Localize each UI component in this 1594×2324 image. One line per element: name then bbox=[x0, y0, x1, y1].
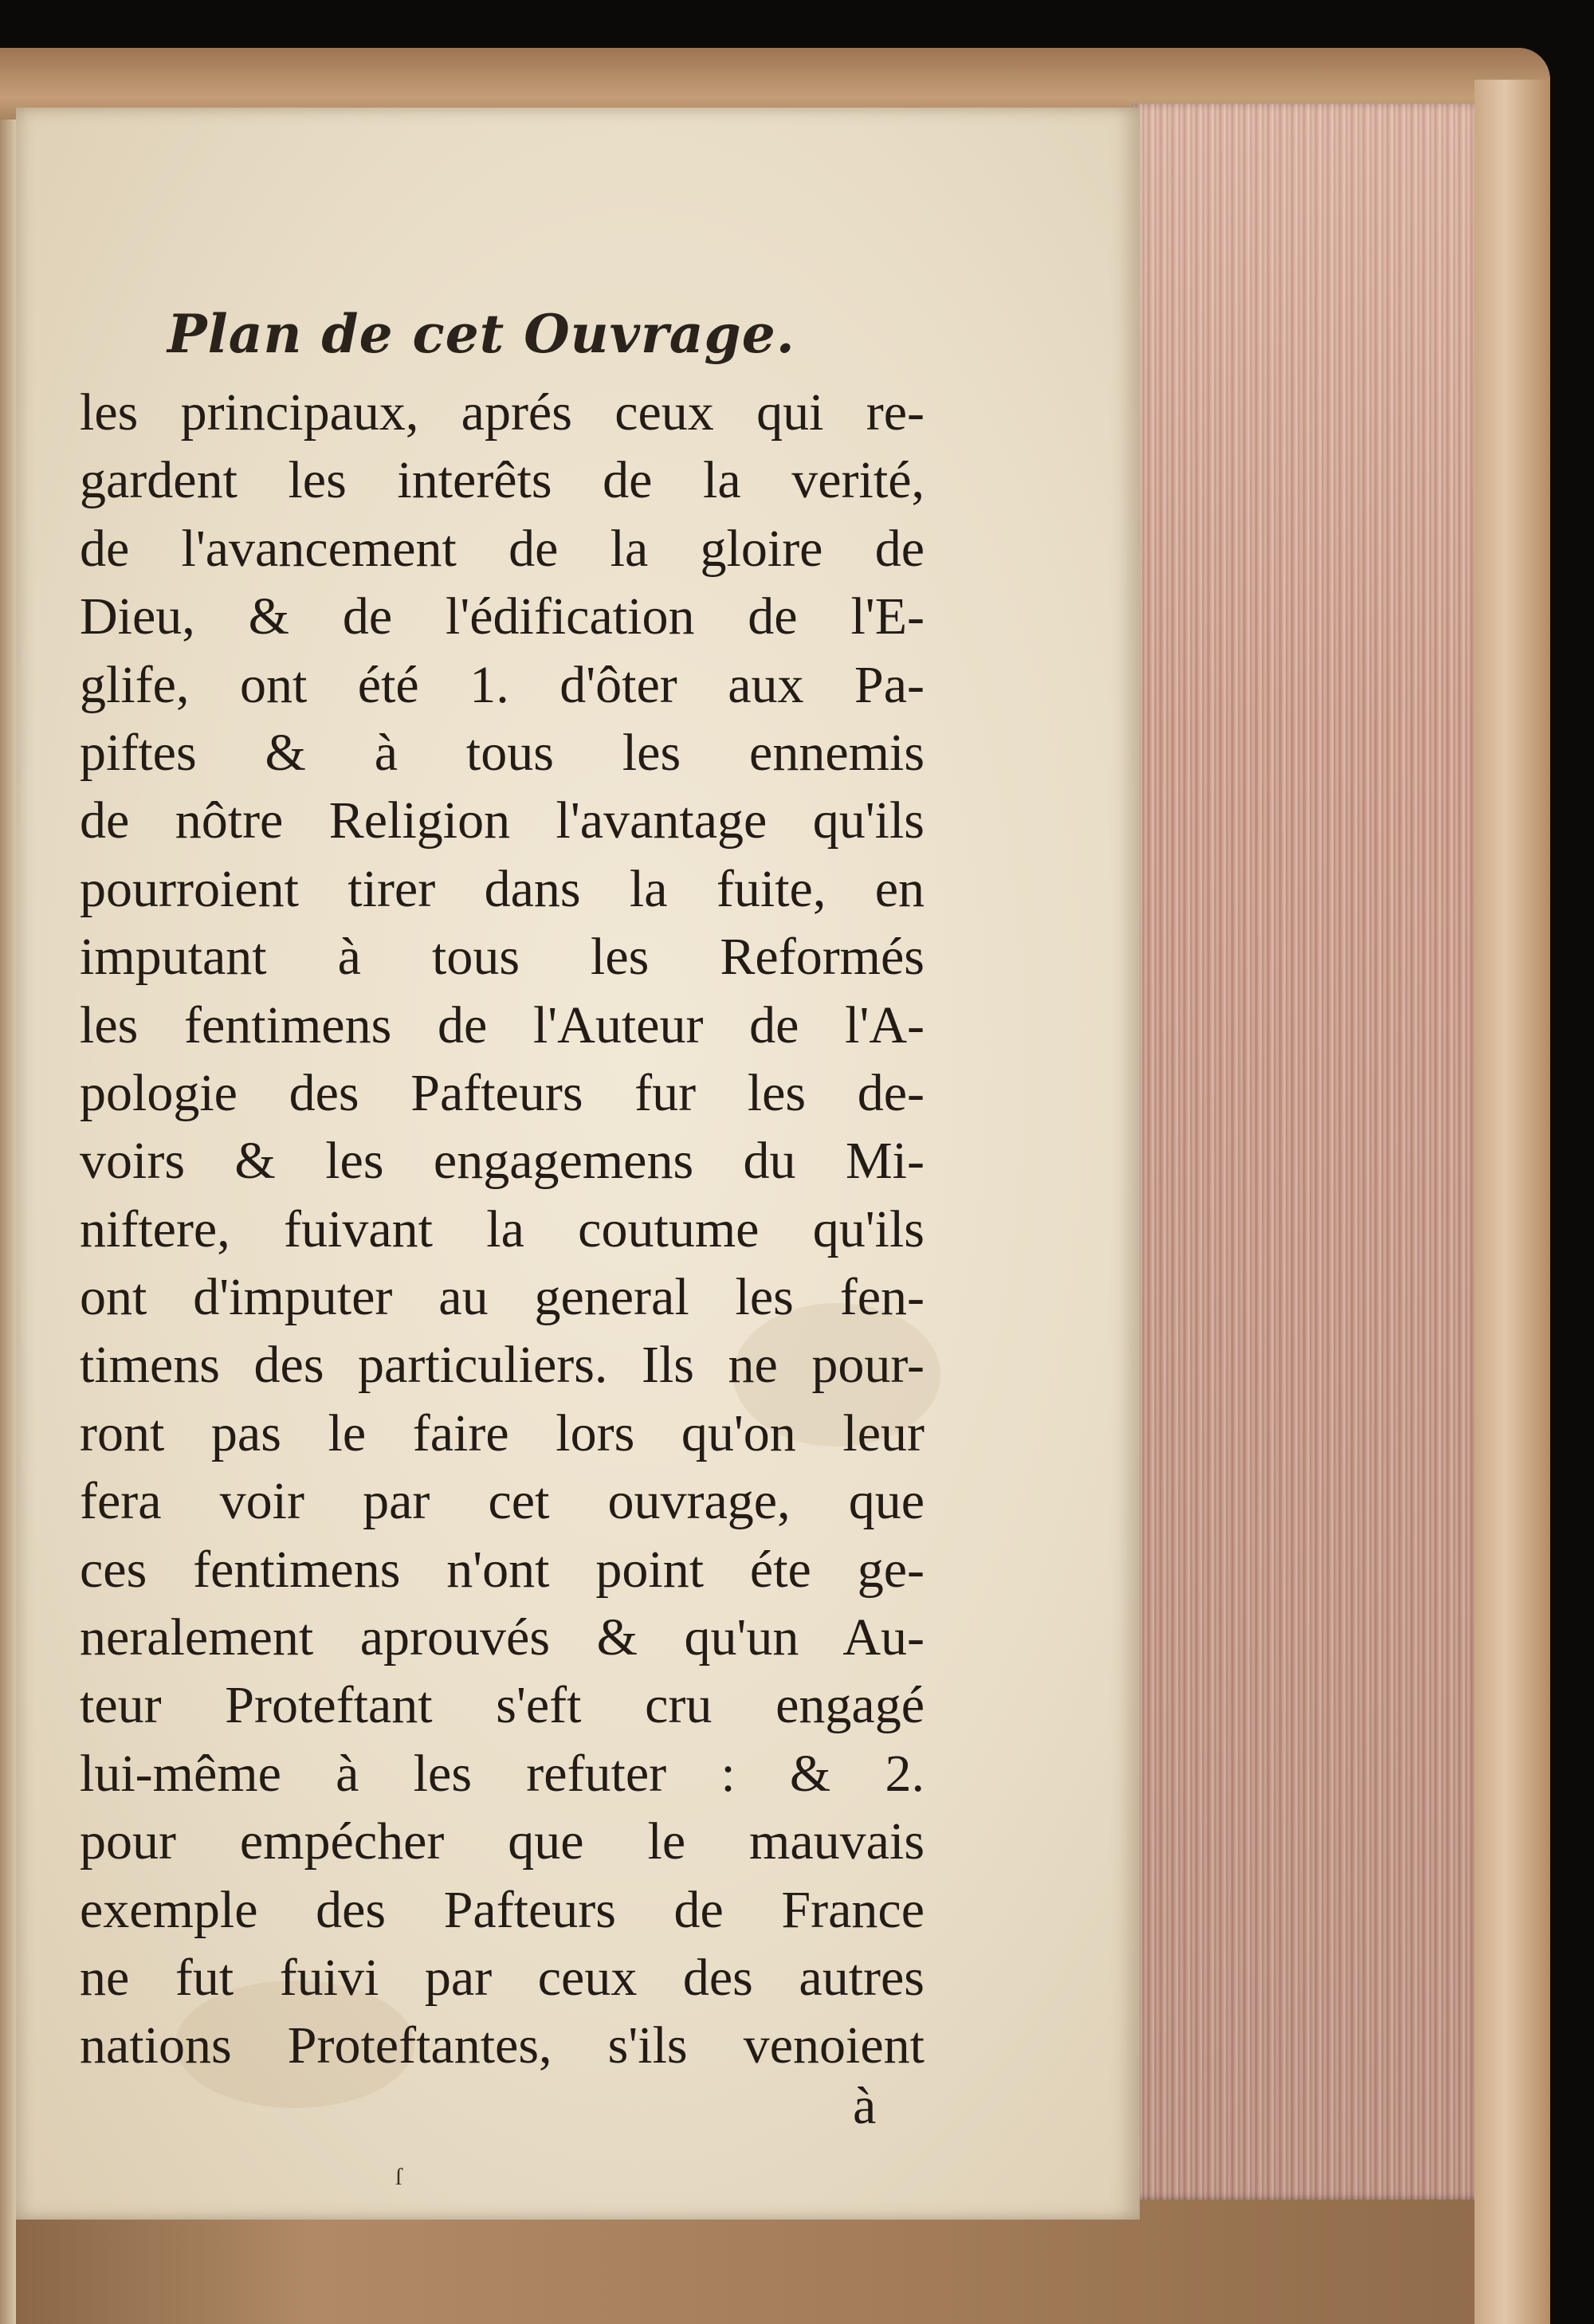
cover-right-edge bbox=[1474, 80, 1550, 2324]
text-line: de l'avancement de la gloire de bbox=[80, 519, 925, 578]
text-line: nations Proteftantes, s'ils venoient bbox=[80, 2016, 925, 2075]
text-line: piftes & à tous les ennemis bbox=[80, 723, 925, 782]
text-line: teur Proteftant s'eft cru engagé bbox=[80, 1676, 925, 1735]
text-line: les fentimens de l'Auteur de l'A- bbox=[80, 995, 925, 1054]
text-line: les principaux, aprés ceux qui re- bbox=[80, 383, 925, 442]
text-line: pour empécher que le mauvais bbox=[80, 1812, 925, 1871]
text-line: lui-même à les refuter : & 2. bbox=[80, 1744, 925, 1803]
text-line: niftere, fuivant la coutume qu'ils bbox=[80, 1199, 925, 1258]
text-line: ne fut fuivi par ceux des autres bbox=[80, 1948, 925, 2007]
text-line: voirs & les engagemens du Mi- bbox=[80, 1132, 925, 1191]
book-page bbox=[16, 108, 1140, 2220]
text-line: ces fentimens n'ont point éte ge- bbox=[80, 1540, 925, 1599]
text-line: pourroient tirer dans la fuite, en bbox=[80, 859, 925, 918]
text-line: ront pas le faire lors qu'on leur bbox=[80, 1403, 925, 1462]
text-line: ont d'imputer au general les fen- bbox=[80, 1268, 925, 1327]
text-line: imputant à tous les Reformés bbox=[80, 928, 925, 987]
previous-page-edge bbox=[0, 120, 16, 2324]
text-line: glife, ont été 1. d'ôter aux Pa- bbox=[80, 655, 925, 714]
text-line: Dieu, & de l'édification de l'E- bbox=[80, 587, 925, 646]
catchword: à bbox=[853, 2077, 877, 2135]
text-line: gardent les interêts de la verité, bbox=[80, 451, 925, 510]
text-line: pologie des Pafteurs fur les de- bbox=[80, 1063, 925, 1122]
text-line: fera voir par cet ouvrage, que bbox=[80, 1472, 925, 1531]
text-line: neralement aprouvés & qu'un Au- bbox=[80, 1608, 925, 1667]
signature-mark: ſ bbox=[395, 2164, 402, 2190]
text-block bbox=[80, 379, 925, 2080]
text-line: de nôtre Religion l'avantage qu'ils bbox=[80, 791, 925, 850]
running-head: Plan de cet Ouvrage. bbox=[167, 303, 795, 365]
text-line: timens des particuliers. Ils ne pour- bbox=[80, 1336, 925, 1395]
text-line: exemple des Pafteurs de France bbox=[80, 1880, 925, 1939]
page-fore-edge bbox=[1132, 104, 1474, 2200]
